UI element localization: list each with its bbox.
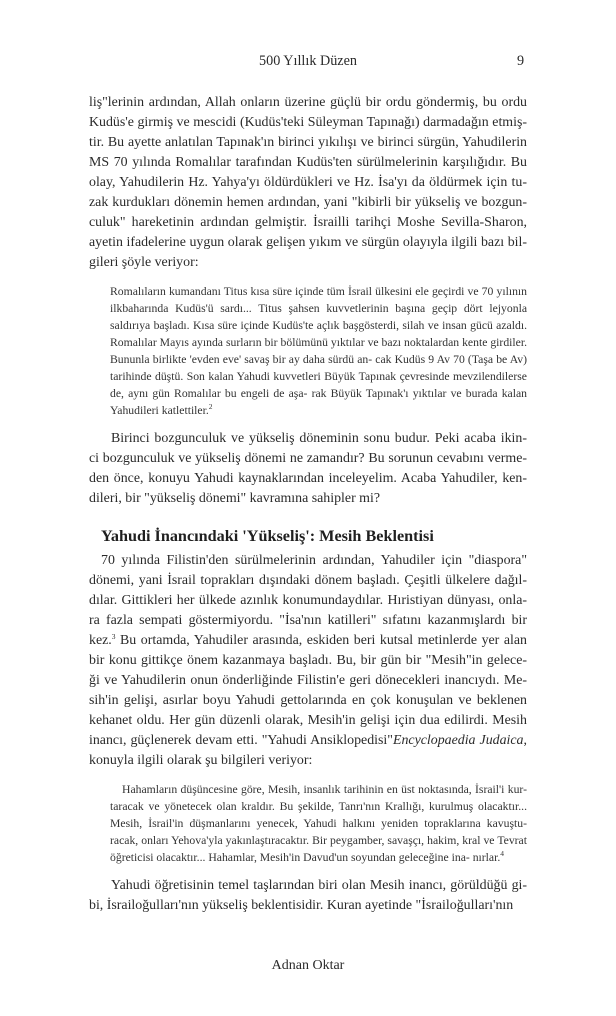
quote-line: nırlar. <box>472 851 501 864</box>
page-footer-author: Adnan Oktar <box>271 958 345 973</box>
quote-line: gücü azaldı. Romalılar Mayıs ayında surların bir bölümünü yıktılar ve bazı <box>110 319 528 349</box>
text-line: sih'in gelişi, asırlar boyu Yahudi gettolarında en çok konuşulan ve beklenen <box>89 693 527 708</box>
quote-line: racak, onları Yehova'yla yakınlaştıracaktır. Bir peygamber, savaşçı, hakim, kral ve <box>110 834 495 847</box>
footnote-marker[interactable]: 2 <box>208 402 213 411</box>
text-line: tir. Bu ayette anlatılan Tapınak'ın birinci yıkılışı ve birinci sürgün, Yahudilerin <box>89 135 527 150</box>
paragraph-4 <box>89 876 527 916</box>
text-line: liş"lerinin ardından, Allah onların üzerine güçlü bir ordu göndermiş, bu ordu <box>89 95 527 110</box>
text-line: Bu ortamda, Yahudiler arasında, eskiden beri kutsal metinlerde yer alan <box>120 633 527 648</box>
quote-line: lejyonla saldırıya başladı. Kısa süre içinde Kudüs'te açlık başgösterdi, silah ve insan <box>110 302 528 332</box>
text-line: ayetin ifadelerine uygun olarak gelişen yıkım ve sürgün olayıyla ilgili bazı bil- <box>89 235 527 250</box>
text-line: MS 70 yılında Romalılar tarafından Kudüs'ten sürülmelerinin karşılığıdır. Bu <box>89 155 527 170</box>
paragraph-3 <box>89 551 527 771</box>
paragraph-1 <box>89 93 527 273</box>
footnote-marker[interactable]: 3 <box>111 632 116 641</box>
book-title: 500 Yıllık Düzen <box>259 53 357 69</box>
text-line: dılar. Gittikleri her ülkede azınlık konumundaydılar. Hıristiyan dünyası, onla- <box>89 593 527 608</box>
text-line: dönemi, yani İsrail toprakları dışındaki dönem başladı. Çeşitli ülkelere dağıl- <box>89 573 527 588</box>
text-line: Kudüs'e girmiş ve mescidi (Kudüs'teki Süleyman Tapınağı) darmadağın etmiş- <box>89 115 527 130</box>
text-line: den önce, konuyu Yahudi kaynaklarından inceleyelim. Acaba Yahudiler, ken- <box>89 471 527 486</box>
text-line: Yahudi öğretisinin temel taşlarından biri olan Mesih inancı, görüldüğü gi- <box>111 878 527 893</box>
text-line: Birinci bozgunculuk ve yükseliş döneminin sonu budur. Peki acaba ikin- <box>111 431 527 446</box>
text-line: kehanet oldu. Her gün düzenli olarak, Mesih'in gelişi için dua edilirdi. Mesih <box>89 713 527 728</box>
text-line: konuyla ilgili olarak şu bilgileri veriyor: <box>89 753 313 768</box>
text-line: 70 yılında Filistin'den sürülmelerinin ardından, Yahudiler için "diaspora" <box>101 553 527 568</box>
section-heading: Yahudi İnancındaki 'Yükseliş': Mesih Beklentisi <box>101 527 434 545</box>
text-line: olay, Yahudilerin Hz. Yahya'yı öldürdükleri ve Hz. İsa'yı da öldürmek için tu- <box>89 175 527 190</box>
text-line: bir konu gittikçe önem kazanmaya başladı. Bu, bir gün bir "Mesih"in gelece- <box>89 653 527 668</box>
text-line: ği ve Yahudilerin onun önderliğinde Filistin'e geri dönecekleri inancıydı. Me- <box>89 673 527 688</box>
page-number: 9 <box>517 53 525 69</box>
block-quote-1 <box>110 283 527 419</box>
quote-line: Hahamların düşüncesine göre, Mesih, insanlık tarihinin en üst noktasında, İsrail'i kur- <box>122 783 527 796</box>
running-header <box>0 51 616 73</box>
text-line: ci bozgunculuk ve yükseliş dönemi ne zamandır? Bu sorunun cevabını verme- <box>89 451 527 466</box>
text-line: culuk" hareketinin ardından gelmiştir. İsrailli tarihçi Moshe Sevilla-Sharon, <box>89 215 527 230</box>
quote-line: taracak ve yönetecek olan kraldır. Bu şekilde, Tanrı'nın Krallığı, kurulmuş olacaktır... <box>110 800 527 813</box>
block-quote-2 <box>110 781 527 866</box>
quote-line: Mesih, İsrail'in düşmanlarını yenecek, Yahudi halkını yeniden topraklarına kavuştu- <box>110 817 527 830</box>
text-line: ra fazla sempati göstermiyordu. "İsa'nın katilleri" sıfatını kazanmışlardı bir <box>89 613 527 628</box>
quote-line: yılının ilkbaharında Kudüs'ü sardı... Titus şahsen kuvvetlerinin başına geçip dört <box>110 285 528 315</box>
text-line: gileri şöyle veriyor: <box>89 255 199 270</box>
text-line: dileri, bir "yükseliş dönemi" kavramına sahipler mi? <box>89 491 381 506</box>
quote-line: rak Büyük Tapınak'ı yıktılar ve burada kalan Yahudileri katlettiler. <box>110 387 528 417</box>
quote-line: Romalıların kumandanı Titus kısa süre içinde tüm İsrail ülkesini ele geçirdi ve 70 <box>110 285 494 298</box>
paragraph-2 <box>89 429 527 509</box>
footnote-marker[interactable]: 4 <box>500 849 505 858</box>
quote-line: cak Kudüs 9 Av 70 (Taşa be Av) tarihinde düştü. Son kalan Yahudi kuvvetleri <box>110 353 528 383</box>
text-line: bi, İsrailoğulları'nın yükseliş beklentisidir. Kuran ayetinde "İsrailoğulları'nın <box>89 898 514 913</box>
text-fragment: kez. <box>89 633 112 648</box>
text-line: zak kurdukları dönemin hemen ardından, yani "kibirli bir yükseliş ve bozgun- <box>89 195 527 210</box>
quote-line: Büyük Tapınak çevresinde mevzilendilerse de, aynı gün Romalılar bu engeli de aşa- <box>110 370 527 400</box>
text-line: inancı, güçlenerek devam etti. "Yahudi Ansiklopedisi" <box>89 733 393 748</box>
quote-line: Tevrat öğreticisi olacaktır... Hahamlar, Mesih'in Davud'un soyundan geleceğine ina- <box>110 834 527 864</box>
quote-line: noktalardan kente girdiler. Bununla birlikte 'evden eve' savaş bir ay daha sürdü an- <box>110 336 528 366</box>
text-fragment: , <box>523 733 527 748</box>
encyclopedia-title: Encyclopaedia Judaica <box>392 733 524 748</box>
text-column <box>89 93 527 916</box>
